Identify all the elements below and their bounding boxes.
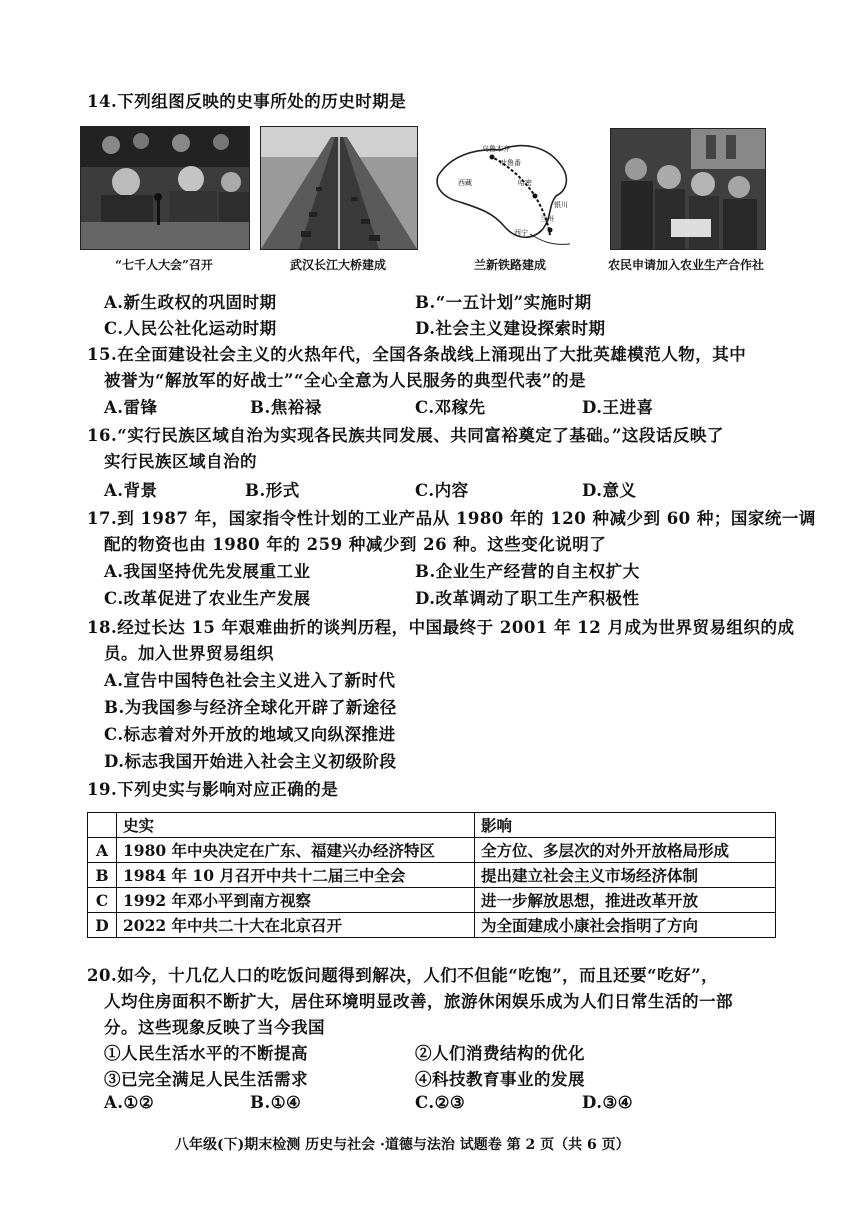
map-label: 吐鲁番 — [500, 159, 521, 167]
q18-stem: 18.经过长达 15 年艰难曲折的谈判历程，中国最终于 2001 年 12 月成为世界贸易组织的成 — [87, 618, 795, 637]
q20-stem: 人均住房面积不断扩大，居住环境明显改善，旅游休闲娱乐成为人们日常生活的一部 — [104, 992, 733, 1011]
q20-stem: 20.如今，十几亿人口的吃饭问题得到解决，人们不但能“吃饱”，而且还要“吃好”， — [87, 966, 719, 985]
q17-option-a: A.我国坚持优先发展重工业 — [104, 562, 311, 581]
q15-stem: 被誉为“解放军的好战士”“全心全意为人民服务的典型代表”的是 — [104, 371, 586, 390]
q16-option-d: D.意义 — [582, 481, 637, 500]
table-cell: C — [88, 888, 117, 913]
q16-option-a: A.背景 — [104, 481, 158, 500]
q16-option-b: B.形式 — [245, 481, 300, 500]
table-cell: 1984 年 10 月召开中共十二届三中全会 — [117, 863, 475, 888]
q14-option-d: D.社会主义建设探索时期 — [415, 319, 606, 338]
q20-stem: 分。这些现象反映了当今我国 — [104, 1018, 325, 1037]
table-row — [88, 913, 776, 938]
table-cell: 2022 年中共二十大在北京召开 — [117, 913, 475, 938]
photo-caption: “七千人大会”召开 — [115, 258, 213, 272]
history-impact-table — [87, 812, 776, 938]
table-row — [88, 888, 776, 913]
q17-option-d: D.改革调动了职工生产积极性 — [415, 589, 640, 608]
q15-option-d: D.王进喜 — [582, 398, 654, 417]
q20-statement-2: ②人们消费结构的优化 — [415, 1044, 585, 1063]
q20-statement-4: ④科技教育事业的发展 — [415, 1070, 585, 1089]
lanxin-railway-map — [430, 126, 590, 248]
photo-caption: 农民申请加入农业生产合作社 — [607, 258, 764, 272]
table-row — [88, 838, 776, 863]
table-cell: B — [88, 863, 117, 888]
q14-option-b: B.“一五计划”实施时期 — [415, 293, 592, 312]
q17-stem: 配的物资也由 1980 年的 259 种减少到 26 种。这些变化说明了 — [104, 535, 607, 554]
map-label: 西藏 — [458, 179, 472, 187]
q20-option-c: C.②③ — [415, 1093, 466, 1112]
map-label: 哈密 — [518, 179, 532, 187]
q20-statement-3: ③已完全满足人民生活需求 — [104, 1070, 308, 1089]
table-cell: 进一步解放思想，推进改革开放 — [475, 888, 776, 913]
table-row — [88, 863, 776, 888]
photo-caption: 武汉长江大桥建成 — [289, 258, 386, 272]
q20-option-b: B.①④ — [250, 1093, 302, 1112]
q15-option-b: B.焦裕禄 — [250, 398, 322, 417]
table-cell: 1980 年中央决定在广东、福建兴办经济特区 — [117, 838, 475, 863]
page-footer: 八年级(下)期末检测 历史与社会 ·道德与法治 试题卷 第 2 页（共 6 页） — [175, 1137, 630, 1153]
q14-option-c: C.人民公社化运动时期 — [104, 319, 277, 338]
q15-option-a: A.雷锋 — [104, 398, 158, 417]
photo-caption: 兰新铁路建成 — [473, 258, 546, 272]
q16-option-c: C.内容 — [415, 481, 469, 500]
table-header-cell: 史实 — [117, 813, 475, 838]
q20-option-a: A.①② — [104, 1093, 155, 1112]
table-header-cell: 影响 — [475, 813, 776, 838]
map-label: 银川 — [554, 201, 568, 209]
table-cell: D — [88, 913, 117, 938]
q20-statement-1: ①人民生活水平的不断提高 — [104, 1044, 308, 1063]
table-cell: 全方位、多层次的对外开放格局形成 — [475, 838, 776, 863]
q18-stem: 员。加入世界贸易组织 — [104, 644, 274, 663]
q16-stem: 16.“实行民族区域自治为实现各民族共同发展、共同富裕奠定了基础。”这段话反映了 — [87, 426, 724, 445]
seven-thousand-conference-photo — [80, 126, 250, 250]
table-header-cell — [88, 813, 117, 838]
wuhan-bridge-photo — [260, 126, 418, 250]
q17-option-b: B.企业生产经营的自主权扩大 — [415, 562, 640, 581]
map-label: 兰州 — [540, 215, 554, 223]
table-cell: 为全面建成小康社会指明了方向 — [475, 913, 776, 938]
table-cell: A — [88, 838, 117, 863]
q17-stem: 17.到 1987 年，国家指令性计划的工业产品从 1980 年的 120 种减少到 60 种；国家统一调 — [87, 509, 816, 528]
q20-option-d: D.③④ — [582, 1093, 634, 1112]
table-cell: 1992 年邓小平到南方视察 — [117, 888, 475, 913]
q18-option-d: D.标志我国开始进入社会主义初级阶段 — [104, 752, 397, 771]
farmers-cooperative-photo — [610, 128, 766, 250]
q19-stem: 19.下列史实与影响对应正确的是 — [87, 780, 339, 799]
q14-stem: 14.下列组图反映的史事所处的历史时期是 — [87, 92, 407, 111]
q18-option-b: B.为我国参与经济全球化开辟了新途径 — [104, 698, 397, 717]
table-cell: 提出建立社会主义市场经济体制 — [475, 863, 776, 888]
map-label: 西宁 — [514, 229, 528, 237]
table-header-row — [88, 813, 776, 838]
q18-option-c: C.标志着对外开放的地域又向纵深推进 — [104, 725, 396, 744]
map-label: 乌鲁木齐 — [482, 145, 510, 153]
q17-option-c: C.改革促进了农业生产发展 — [104, 589, 311, 608]
q15-option-c: C.邓稼先 — [415, 398, 486, 417]
q14-option-a: A.新生政权的巩固时期 — [104, 293, 277, 312]
q18-option-a: A.宣告中国特色社会主义进入了新时代 — [104, 671, 396, 690]
q16-stem: 实行民族区域自治的 — [104, 452, 257, 471]
q15-stem: 15.在全面建设社会主义的火热年代，全国各条战线上涌现出了大批英雄模范人物，其中 — [87, 345, 747, 364]
